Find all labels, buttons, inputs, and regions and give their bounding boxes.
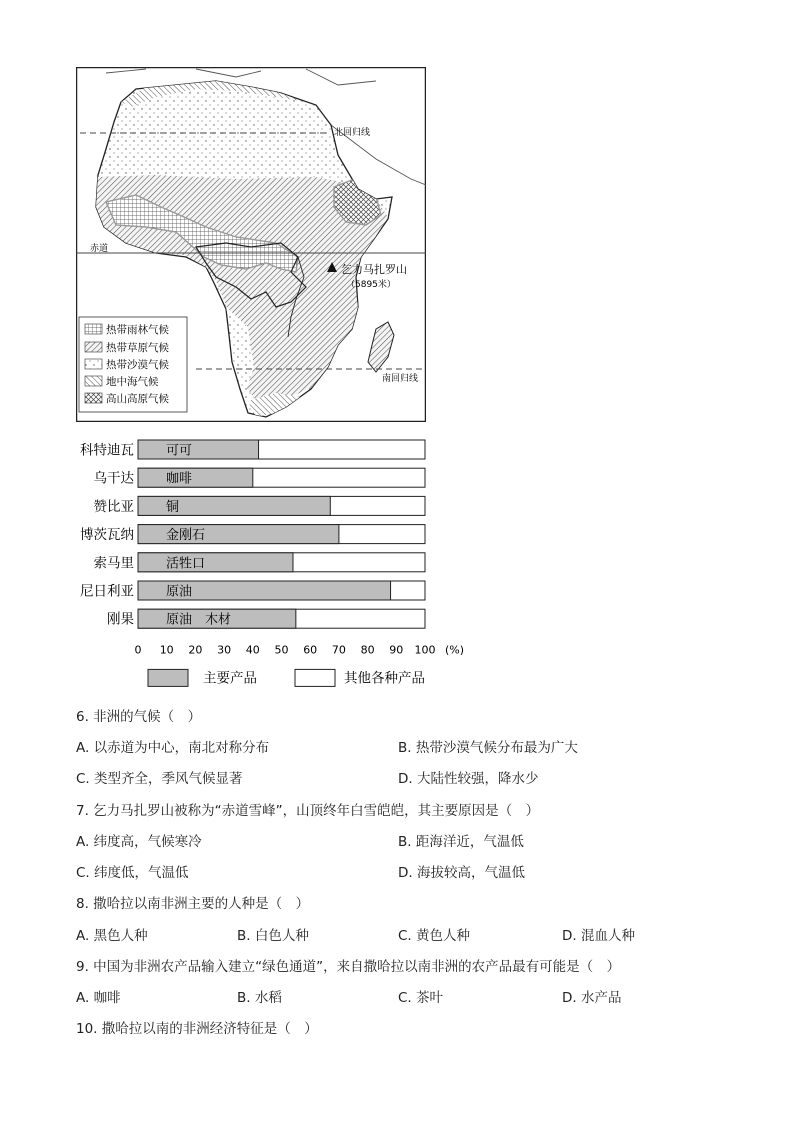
legend-mediterranean: 地中海气候: [106, 376, 159, 388]
equator-label: 赤道: [90, 244, 109, 254]
legend-label-main: 主要产品: [203, 670, 257, 687]
bar-label-0: 可可: [166, 443, 193, 459]
q9-option-a[interactable]: A. 咖啡: [76, 990, 121, 1006]
tropic-cancer-label: 北回归线: [334, 128, 371, 138]
legend-swatch-main: [148, 669, 188, 686]
category-label-1: 乌干达: [93, 470, 134, 487]
q9-option-d[interactable]: D. 水产品: [562, 990, 622, 1006]
question-6-stem: 6. 非洲的气候（ ）: [76, 709, 202, 725]
x-tick-label-7: 70: [331, 643, 346, 657]
map-legend: [79, 317, 187, 412]
q7-option-b[interactable]: B. 距海洋近，气温低: [398, 834, 524, 850]
q6-option-a[interactable]: A. 以赤道为中心，南北对称分布: [76, 740, 270, 756]
category-label-4: 索马里: [93, 555, 134, 572]
x-axis-unit: (%): [445, 643, 465, 657]
bar-main-4: [138, 553, 293, 572]
bar-label-6: 原油 木材: [166, 612, 232, 628]
category-label-5: 尼日利亚: [80, 583, 134, 600]
x-tick-label-9: 90: [389, 643, 404, 657]
bar-main-1: [138, 468, 253, 487]
legend-savanna: 热带草原气候: [106, 342, 169, 354]
category-label-0: 科特迪瓦: [80, 442, 134, 459]
bar-main-0: [138, 440, 259, 459]
category-label-6: 刚果: [107, 611, 134, 628]
q9-option-c[interactable]: C. 茶叶: [398, 990, 444, 1006]
question-9-stem: 9. 中国为非洲农产品输入建立“绿色通道”，来自撒哈拉以南非洲的农产品最有可能是（ ）: [76, 959, 621, 975]
x-tick-label-10: 100: [414, 643, 436, 657]
bar-label-4: 活牲口: [166, 556, 206, 572]
mountain-name: 乞力马扎罗山: [341, 263, 407, 276]
q8-option-c[interactable]: C. 黄色人种: [398, 928, 471, 944]
x-tick-label-8: 80: [360, 643, 375, 657]
x-tick-label-4: 40: [245, 643, 260, 657]
question-7-stem: 7. 乞力马扎罗山被称为“赤道雪峰”，山顶终年白雪皑皑，其主要原因是（ ）: [76, 803, 540, 819]
legend-swatch-other: [295, 669, 335, 686]
export-structure-chart: [70, 434, 510, 699]
category-label-2: 赞比亚: [93, 498, 134, 515]
q8-option-b[interactable]: B. 白色人种: [237, 928, 309, 944]
q9-option-b[interactable]: B. 水稻: [237, 990, 282, 1006]
legend-rainforest: 热带雨林气候: [106, 324, 169, 336]
q6-option-c[interactable]: C. 类型齐全，季风气候显著: [76, 771, 243, 787]
x-tick-label-1: 10: [159, 643, 174, 657]
x-tick-label-6: 60: [303, 643, 318, 657]
bar-label-3: 金刚石: [166, 528, 206, 544]
x-tick-label-5: 50: [274, 643, 289, 657]
q6-option-d[interactable]: D. 大陆性较强，降水少: [398, 771, 539, 787]
x-tick-label-0: 0: [134, 643, 142, 657]
legend-desert: 热带沙漠气候: [106, 359, 169, 371]
bar-label-5: 原油: [166, 584, 193, 600]
question-10-stem: 10. 撒哈拉以南的非洲经济特征是（ ）: [76, 1021, 318, 1037]
category-label-3: 博茨瓦纳: [80, 527, 134, 544]
q8-option-a[interactable]: A. 黑色人种: [76, 928, 148, 944]
legend-highland: 高山高原气候: [106, 393, 169, 405]
q6-option-b[interactable]: B. 热带沙漠气候分布最为广大: [398, 740, 578, 756]
x-tick-label-2: 20: [188, 643, 203, 657]
q7-option-c[interactable]: C. 纬度低，气温低: [76, 865, 189, 881]
q7-option-d[interactable]: D. 海拔较高，气温低: [398, 865, 525, 881]
x-tick-label-3: 30: [217, 643, 232, 657]
bar-label-1: 咖啡: [166, 471, 193, 487]
legend-label-other: 其他各种产品: [344, 670, 425, 687]
tropic-capricorn-label: 南回归线: [382, 374, 419, 384]
bar-label-2: 铜: [166, 499, 180, 515]
question-8-stem: 8. 撒哈拉以南非洲主要的人种是（ ）: [76, 896, 310, 912]
mountain-height: （5895米）: [346, 280, 396, 290]
q8-option-d[interactable]: D. 混血人种: [562, 928, 635, 944]
q7-option-a[interactable]: A. 纬度高，气候寒冷: [76, 834, 202, 850]
africa-climate-map: [76, 67, 426, 422]
